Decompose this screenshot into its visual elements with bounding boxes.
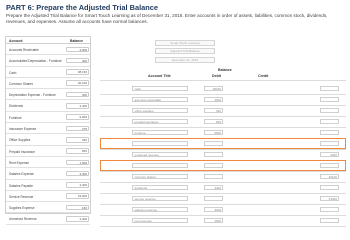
credit-field[interactable] bbox=[320, 207, 339, 213]
account-title-field[interactable]: rent expense bbox=[132, 218, 188, 224]
balances-account-name: Unearned Revenue bbox=[9, 217, 37, 222]
balances-amount-field: 340 bbox=[66, 137, 89, 143]
debit-field[interactable]: 340 bbox=[204, 108, 223, 114]
header-divider bbox=[100, 80, 346, 81]
balances-col-balance: Balance bbox=[70, 39, 84, 43]
balances-amount-field: 9,600 bbox=[66, 114, 89, 120]
balances-account-name: Supplies Expense bbox=[9, 206, 35, 211]
account-title-field[interactable]: furniture bbox=[132, 130, 188, 136]
balances-row bbox=[6, 213, 90, 224]
balances-amount-field: 825 bbox=[66, 148, 89, 154]
balances-account-name: Insurance Expense bbox=[9, 127, 37, 132]
debit-field[interactable]: 4000 bbox=[204, 97, 223, 103]
balances-row bbox=[6, 89, 90, 100]
balances-row bbox=[6, 168, 90, 179]
balances-amount-field: 40,100 bbox=[66, 80, 89, 86]
credit-field[interactable] bbox=[320, 185, 339, 191]
balances-row bbox=[6, 134, 90, 145]
debit-field[interactable]: 9600 bbox=[204, 130, 223, 136]
credit-field[interactable]: 3300 bbox=[320, 152, 339, 158]
row-divider bbox=[100, 116, 346, 117]
balances-amount-field: 3,300 bbox=[66, 216, 89, 222]
balances-amount-field: 38,150 bbox=[66, 69, 89, 75]
balances-amount-field: 300 bbox=[66, 58, 89, 64]
balances-row bbox=[6, 191, 90, 202]
balances-header bbox=[6, 37, 90, 44]
debit-field[interactable] bbox=[204, 163, 223, 169]
balances-row bbox=[6, 100, 90, 111]
debit-field[interactable]: 3300 bbox=[204, 207, 223, 213]
balances-row bbox=[6, 44, 90, 55]
credit-field[interactable] bbox=[320, 108, 339, 114]
balances-amount-field: 160 bbox=[66, 205, 89, 211]
balances-amount-field: 3,400 bbox=[66, 103, 89, 109]
credit-field[interactable] bbox=[320, 218, 339, 224]
balances-amount-field: 275 bbox=[66, 126, 89, 132]
account-title-field[interactable]: prepaid insurance bbox=[132, 119, 188, 125]
balances-row bbox=[6, 202, 90, 213]
balances-amount-field: 300 bbox=[66, 92, 89, 98]
row-divider bbox=[100, 105, 346, 106]
part-title: Prepare the Adjusted Trial Balance bbox=[36, 3, 158, 12]
account-title-field[interactable] bbox=[132, 163, 188, 169]
balances-row bbox=[6, 157, 90, 168]
credit-field[interactable] bbox=[320, 130, 339, 136]
account-title-field[interactable]: accounts receivable bbox=[132, 97, 188, 103]
balances-account-name: Salaries Payable bbox=[9, 183, 33, 188]
balances-table bbox=[5, 36, 91, 222]
balances-account-name: Rent Expense bbox=[9, 160, 30, 165]
account-title-field[interactable] bbox=[132, 141, 188, 147]
header-line-field[interactable]: December 31, 2016 bbox=[155, 57, 215, 63]
balances-account-name: Salaries Expense bbox=[9, 172, 34, 177]
balances-col-account: Account bbox=[9, 39, 23, 43]
credit-field[interactable] bbox=[320, 141, 339, 147]
balances-account-name: Depreciation Expense - Furniture bbox=[9, 93, 56, 98]
balances-account-name: Accumulated Depreciation - Furniture bbox=[9, 59, 62, 64]
balances-amount-field: 23,000 bbox=[66, 193, 89, 199]
header-line-field[interactable]: Adjusted Trial Balance bbox=[155, 48, 215, 54]
debit-field[interactable]: 3400 bbox=[204, 185, 223, 191]
account-title-field[interactable]: office supplies bbox=[132, 108, 188, 114]
debit-field[interactable]: 38150 bbox=[204, 86, 223, 92]
credit-field[interactable] bbox=[320, 97, 339, 103]
balances-account-name: Cash bbox=[9, 70, 17, 75]
balances-amount-field: 4,000 bbox=[66, 47, 89, 53]
balances-account-name: Dividends bbox=[9, 104, 23, 109]
debit-field[interactable]: 825 bbox=[204, 119, 223, 125]
balances-row bbox=[6, 123, 90, 134]
account-title-field[interactable]: unearned revenue bbox=[132, 152, 188, 158]
row-divider bbox=[100, 226, 346, 227]
credit-field[interactable] bbox=[320, 119, 339, 125]
balances-account-name: Furniture bbox=[9, 115, 22, 120]
credit-field[interactable]: 40100 bbox=[320, 174, 339, 180]
row-divider bbox=[100, 193, 346, 194]
row-divider bbox=[100, 204, 346, 205]
account-title-field[interactable]: salaries expense bbox=[132, 207, 188, 213]
account-title-field[interactable]: cash bbox=[132, 86, 188, 92]
account-title-field[interactable]: service revenue bbox=[132, 196, 188, 202]
credit-field[interactable] bbox=[320, 86, 339, 92]
col-account-title-heading: Account Title bbox=[148, 74, 171, 78]
credit-field[interactable] bbox=[320, 163, 339, 169]
col-credit-heading: Credit bbox=[258, 74, 269, 78]
balances-account-name: Service Revenue bbox=[9, 194, 34, 199]
row-divider bbox=[100, 94, 346, 95]
page-title bbox=[6, 3, 158, 12]
balances-account-name: Accounts Receivable bbox=[9, 48, 39, 52]
balances-amount-field: 3,300 bbox=[66, 182, 89, 188]
balances-account-name: Office Supplies bbox=[9, 138, 31, 143]
balances-row bbox=[6, 55, 90, 66]
header-line-field[interactable]: Smart Touch Learning bbox=[155, 40, 215, 46]
row-divider bbox=[100, 182, 346, 183]
debit-field[interactable] bbox=[204, 152, 223, 158]
balances-account-name: Common Shares bbox=[9, 81, 33, 86]
balances-account-name: Prepaid Insurance bbox=[9, 149, 35, 154]
balances-row bbox=[6, 180, 90, 191]
account-title-field[interactable]: dividends bbox=[132, 185, 188, 191]
col-debit-heading: Debit bbox=[212, 74, 221, 78]
account-title-field[interactable]: common shares bbox=[132, 174, 188, 180]
part-label: PART 6: bbox=[6, 3, 35, 12]
balances-amount-field: 1,600 bbox=[66, 160, 89, 166]
debit-field[interactable] bbox=[204, 196, 223, 202]
balances-row bbox=[6, 78, 90, 89]
col-balance-heading: Balance bbox=[218, 68, 232, 72]
balances-row bbox=[6, 112, 90, 123]
debit-field[interactable] bbox=[204, 141, 223, 147]
row-divider bbox=[100, 215, 346, 216]
debit-field[interactable] bbox=[204, 174, 223, 180]
balances-amount-field: 3,300 bbox=[66, 171, 89, 177]
credit-field[interactable]: 23000 bbox=[320, 196, 339, 202]
debit-field[interactable]: 1600 bbox=[204, 218, 223, 224]
instructions: Prepare the Adjusted Trial Balance for Smart Touch Learning as of December 31, 2016. Enter accounts in order of assets, liabilities, common stock, dividends, revenues, and expenses. Assume all accounts have normal balances. bbox=[6, 13, 328, 24]
balances-row bbox=[6, 67, 90, 78]
row-divider bbox=[100, 127, 346, 128]
balances-row bbox=[6, 146, 90, 157]
